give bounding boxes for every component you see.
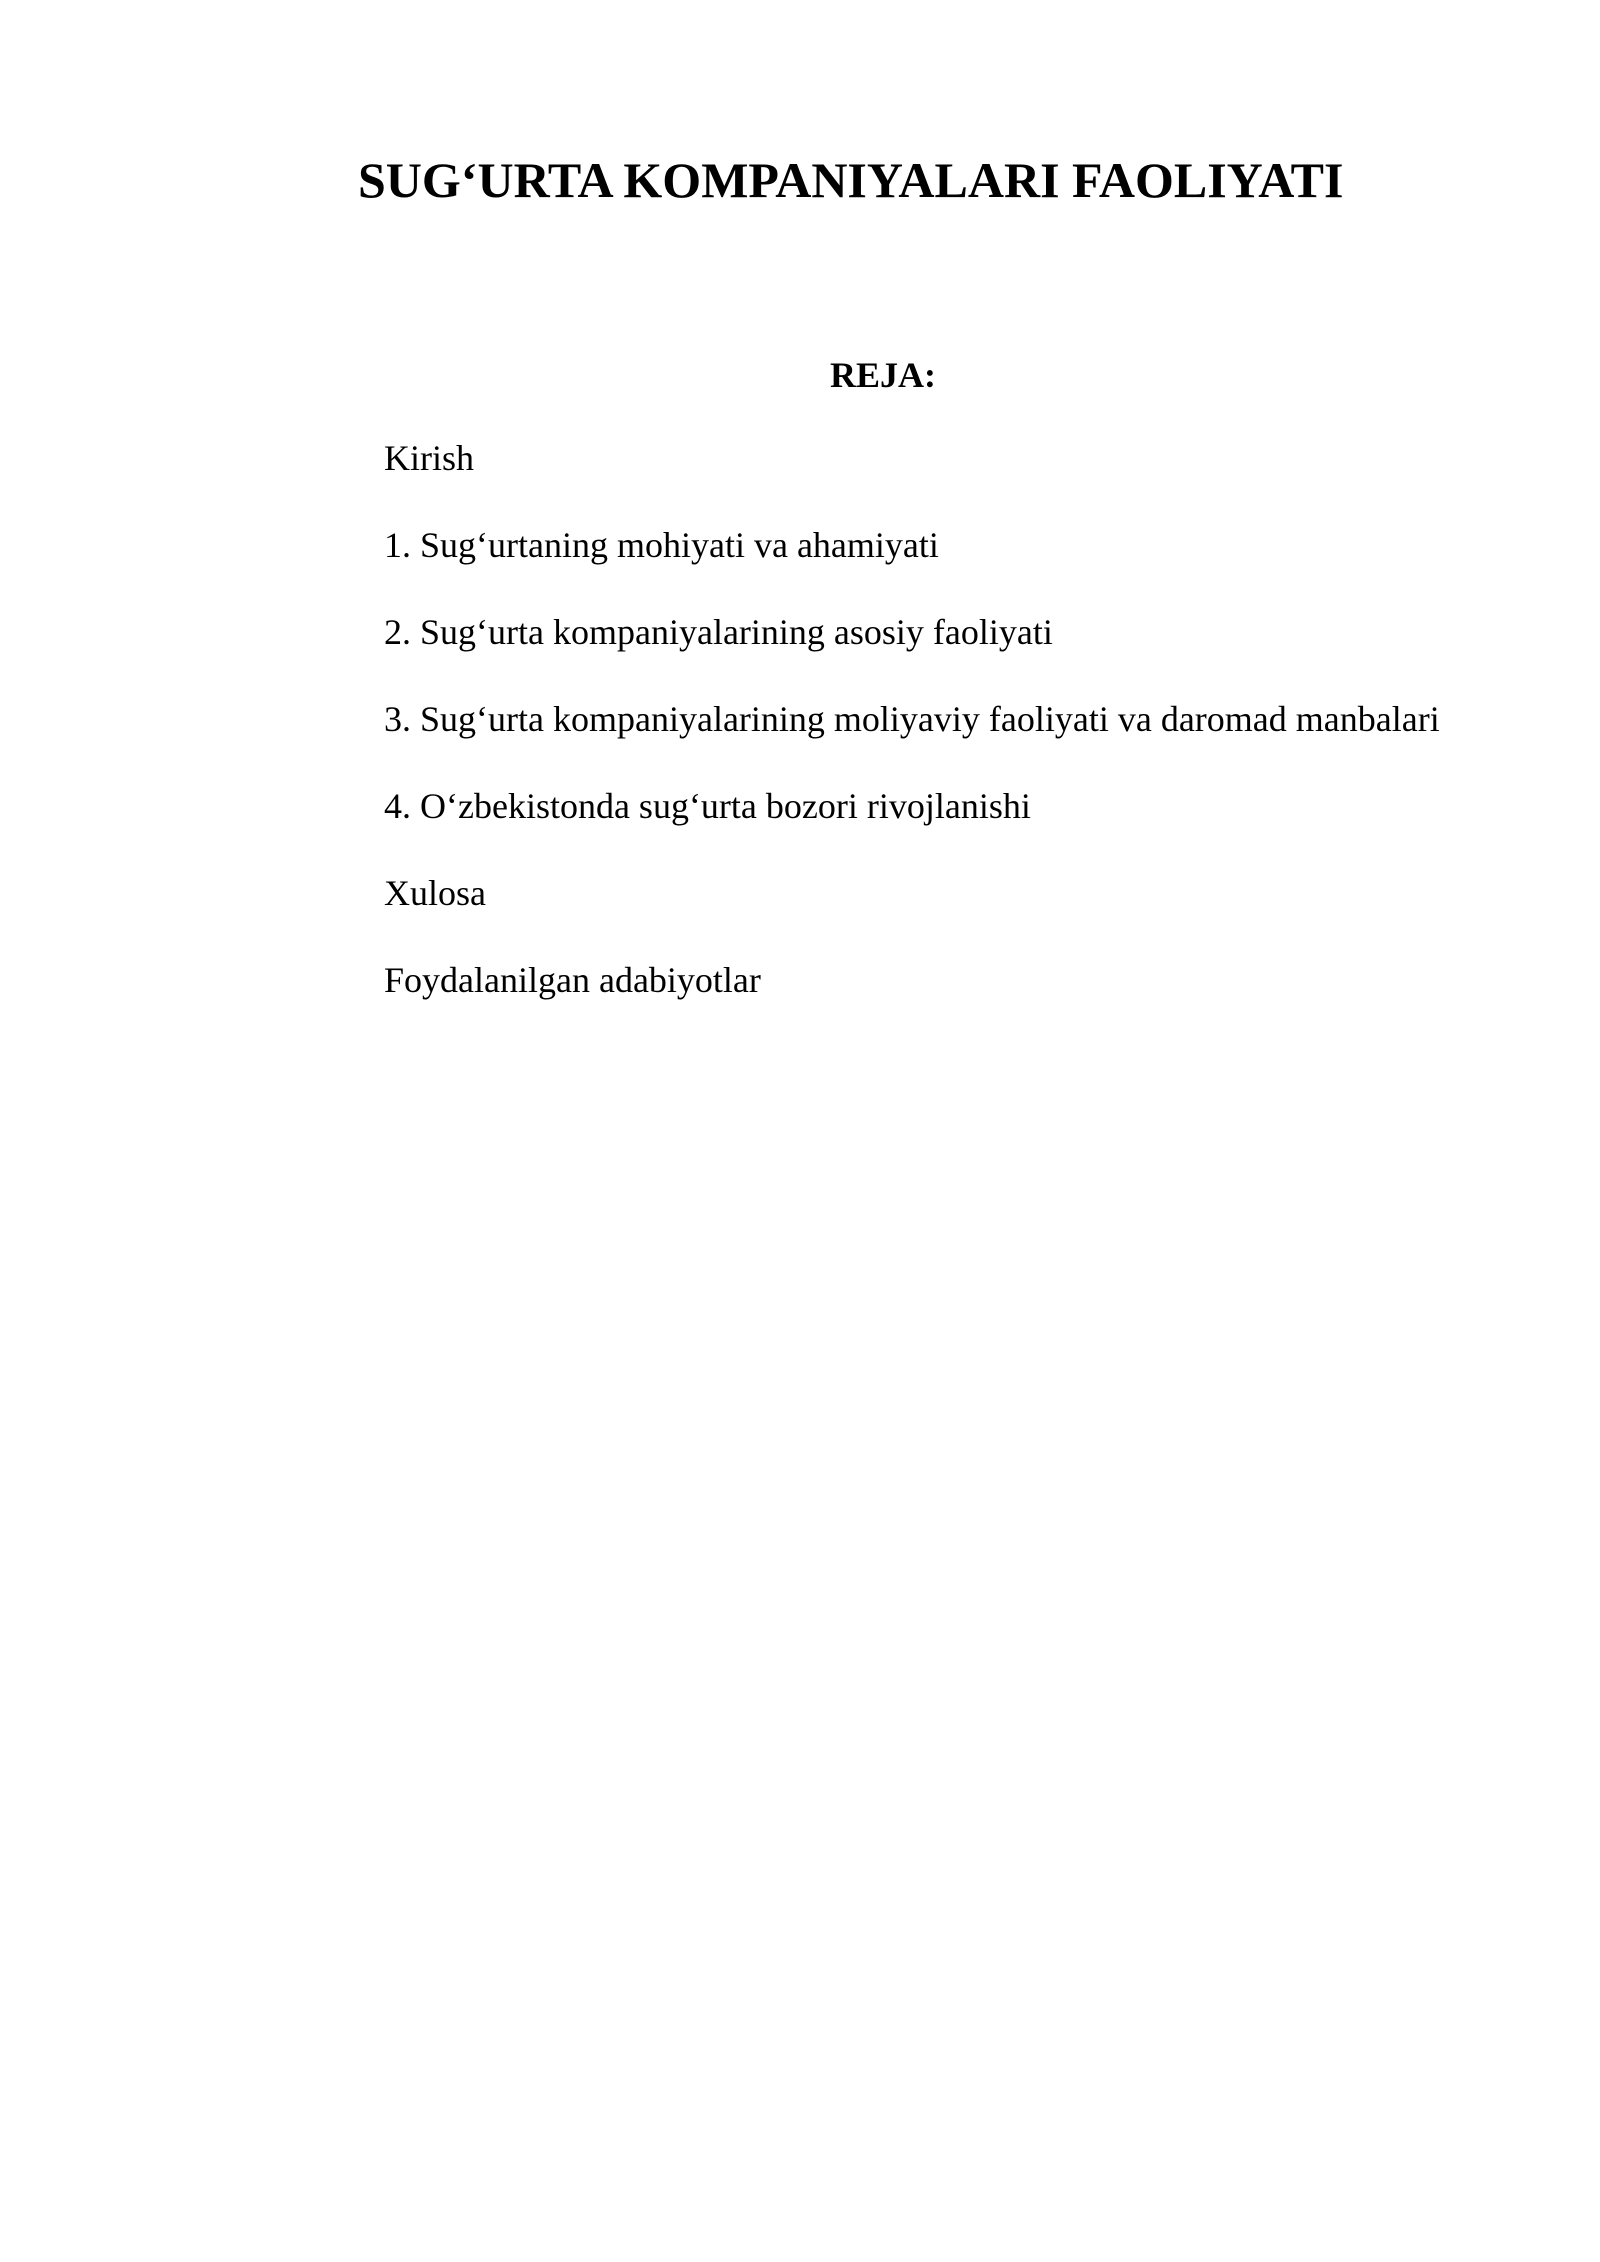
plan-item-conclusion: Xulosa (384, 873, 486, 913)
plan-item-2: 2. Sug‘urta kompaniyalarining asosiy faoliyati (384, 612, 1053, 652)
plan-heading: REJA: (830, 355, 936, 395)
plan-item-introduction: Kirish (384, 438, 474, 478)
plan-item-4: 4. O‘zbekistonda sug‘urta bozori rivojlanishi (384, 786, 1031, 826)
plan-item-3: 3. Sug‘urta kompaniyalarining moliyaviy faoliyati va daromad manbalari (384, 699, 1440, 739)
plan-item-1: 1. Sug‘urtaning mohiyati va ahamiyati (384, 525, 939, 565)
plan-list (384, 437, 1440, 1046)
plan-item-references: Foydalanilgan adabiyotlar (384, 960, 761, 1000)
document-title: SUG‘URTA KOMPANIYALARI FAOLIYATI (358, 152, 1344, 208)
